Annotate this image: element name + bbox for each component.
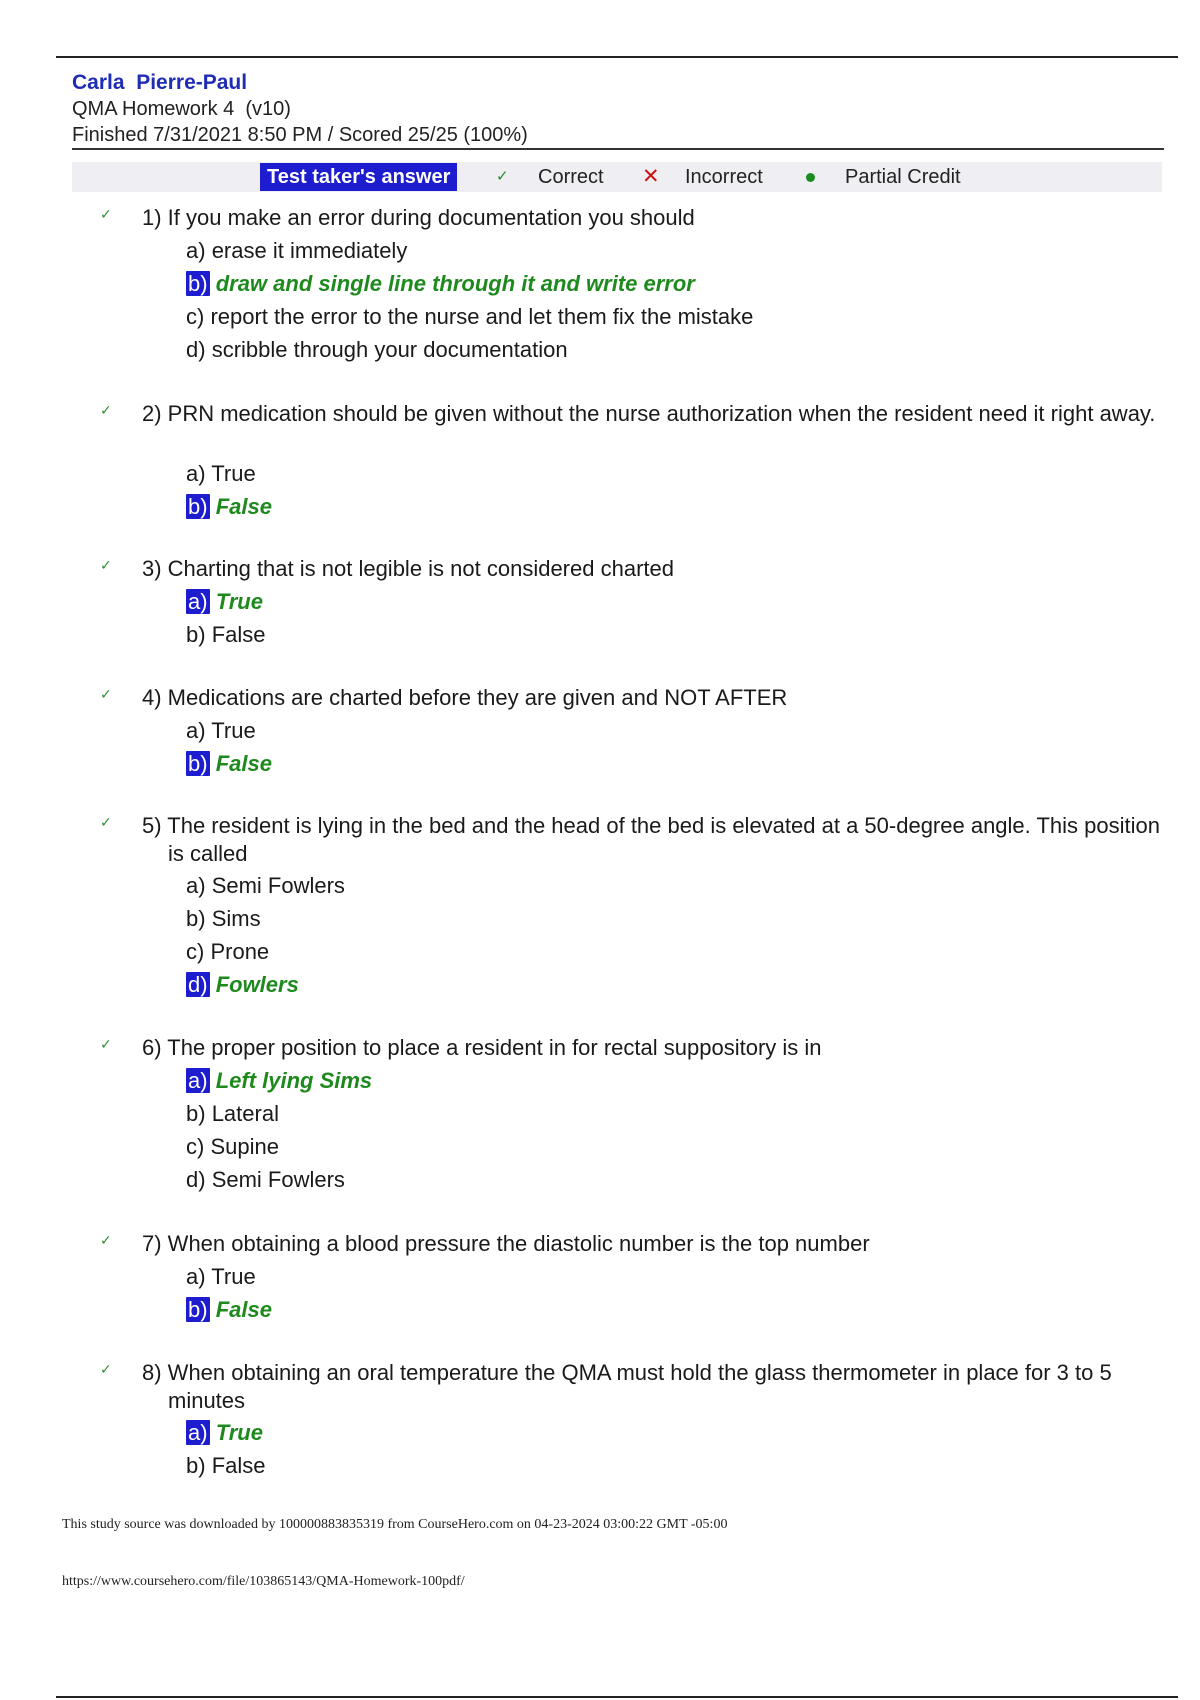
answer-options (186, 1260, 1086, 1326)
option-c (186, 300, 1086, 333)
option-letter: d) (188, 972, 208, 997)
question-stem: 3) Charting that is not legible is not considered charted (142, 556, 674, 581)
answer-options (186, 234, 1086, 366)
option-letter: a) (186, 1264, 206, 1289)
option-d (186, 968, 1086, 1001)
answer-options (186, 585, 1086, 651)
option-letter: b) (188, 494, 208, 519)
answer-options (186, 714, 1086, 780)
option-text: False (211, 622, 266, 647)
option-letter: a) (186, 873, 206, 898)
option-text: True (211, 1264, 256, 1289)
option-b (186, 490, 1086, 523)
answer-options (186, 1416, 1086, 1482)
option-a (186, 457, 1086, 490)
question-stem: 5) The resident is lying in the bed and the head of the bed is elevated at a 50-degree angle. This position is called (142, 813, 1160, 866)
option-text: Semi Fowlers (211, 873, 345, 898)
option-text: True (211, 461, 256, 486)
check-icon: ✓ (100, 557, 112, 573)
legend-test-taker-answer: Test taker's answer (260, 163, 457, 191)
option-text: scribble through your documentation (211, 337, 568, 362)
legend-correct: Correct (538, 166, 604, 188)
check-icon: ✓ (100, 206, 112, 222)
option-letter: b) (186, 622, 206, 647)
check-icon: ✓ (100, 1232, 112, 1248)
question-stem: 2) PRN medication should be given without the nurse authorization when the resident need it right away. (142, 401, 1156, 426)
question-stem: 1) If you make an error during documentation you should (142, 205, 695, 230)
option-text: Left lying Sims (215, 1068, 373, 1093)
check-icon: ✓ (100, 814, 112, 830)
option-b (186, 747, 1086, 780)
check-icon: ✓ (100, 1361, 112, 1377)
answer-options (186, 1064, 1086, 1196)
option-letter: a) (186, 461, 206, 486)
option-letter: c) (186, 304, 205, 329)
option-letter: a) (188, 589, 208, 614)
option-text: Lateral (211, 1101, 279, 1126)
option-text: erase it immediately (211, 238, 408, 263)
option-letter: a) (188, 1420, 208, 1445)
option-b (186, 618, 1086, 651)
option-text: True (215, 1420, 263, 1445)
option-b (186, 1449, 1086, 1482)
option-text: False (211, 1453, 266, 1478)
option-letter: c) (186, 939, 205, 964)
result-header (72, 70, 1162, 148)
student-name: Carla Pierre-Paul (72, 71, 248, 94)
assignment-title: QMA Homework 4 (v10) (72, 98, 291, 120)
option-d (186, 333, 1086, 366)
option-a (186, 869, 1086, 902)
question-stem: 4) Medications are charted before they are given and NOT AFTER (142, 685, 788, 710)
option-b (186, 902, 1086, 935)
option-a (186, 585, 1086, 618)
check-icon: ✓ (100, 402, 112, 418)
header-rule (72, 148, 1164, 150)
option-a (186, 1260, 1086, 1293)
option-text: False (215, 751, 272, 776)
answer-options (186, 869, 1086, 1001)
option-letter: b) (186, 1101, 206, 1126)
question-stem: 6) The proper position to place a resident in for rectal suppository is in (142, 1035, 822, 1060)
option-letter: d) (186, 1167, 206, 1192)
option-text: False (215, 494, 272, 519)
option-letter: b) (188, 1297, 208, 1322)
option-text: Semi Fowlers (211, 1167, 345, 1192)
option-letter: b) (188, 271, 208, 296)
option-a (186, 714, 1086, 747)
option-text: Fowlers (215, 972, 299, 997)
answer-options (186, 457, 1086, 523)
option-text: Prone (210, 939, 270, 964)
dot-icon (806, 173, 815, 182)
option-a (186, 1064, 1086, 1097)
option-text: draw and single line through it and write error (215, 271, 695, 296)
option-b (186, 1293, 1086, 1326)
score-summary: Finished 7/31/2021 8:50 PM / Scored 25/25 (100%) (72, 124, 528, 146)
option-letter: c) (186, 1134, 205, 1159)
option-letter: a) (188, 1068, 208, 1093)
option-letter: b) (188, 751, 208, 776)
question-stem: 8) When obtaining an oral temperature the QMA must hold the glass thermometer in place for 3 to 5 minutes (142, 1360, 1112, 1413)
legend-partial-credit: Partial Credit (845, 166, 961, 188)
download-notice: This study source was downloaded by 100000883835319 from CourseHero.com on 04-23-2024 03:00:22 GMT -05:00 (62, 1517, 728, 1532)
option-b (186, 267, 1086, 300)
source-url: https://www.coursehero.com/file/103865143/QMA-Homework-100pdf/ (62, 1574, 465, 1589)
question-stem: 7) When obtaining a blood pressure the diastolic number is the top number (142, 1231, 870, 1256)
option-a (186, 1416, 1086, 1449)
option-letter: d) (186, 337, 206, 362)
option-text: report the error to the nurse and let them fix the mistake (210, 304, 754, 329)
option-letter: a) (186, 238, 206, 263)
option-text: True (211, 718, 256, 743)
option-letter: a) (186, 718, 206, 743)
option-c (186, 935, 1086, 968)
option-b (186, 1097, 1086, 1130)
option-letter: b) (186, 1453, 206, 1478)
option-d (186, 1163, 1086, 1196)
option-text: Supine (210, 1134, 279, 1159)
option-a (186, 234, 1086, 267)
option-text: False (215, 1297, 272, 1322)
x-icon: ✕ (642, 165, 660, 188)
top-rule (56, 56, 1178, 58)
check-icon: ✓ (100, 1036, 112, 1052)
option-c (186, 1130, 1086, 1163)
option-text: True (215, 589, 263, 614)
option-text: Sims (211, 906, 261, 931)
legend-incorrect: Incorrect (685, 166, 763, 188)
answer-legend (72, 162, 1162, 192)
option-letter: b) (186, 906, 206, 931)
bottom-rule (56, 1696, 1178, 1698)
check-icon: ✓ (100, 686, 112, 702)
check-icon: ✓ (496, 168, 509, 185)
